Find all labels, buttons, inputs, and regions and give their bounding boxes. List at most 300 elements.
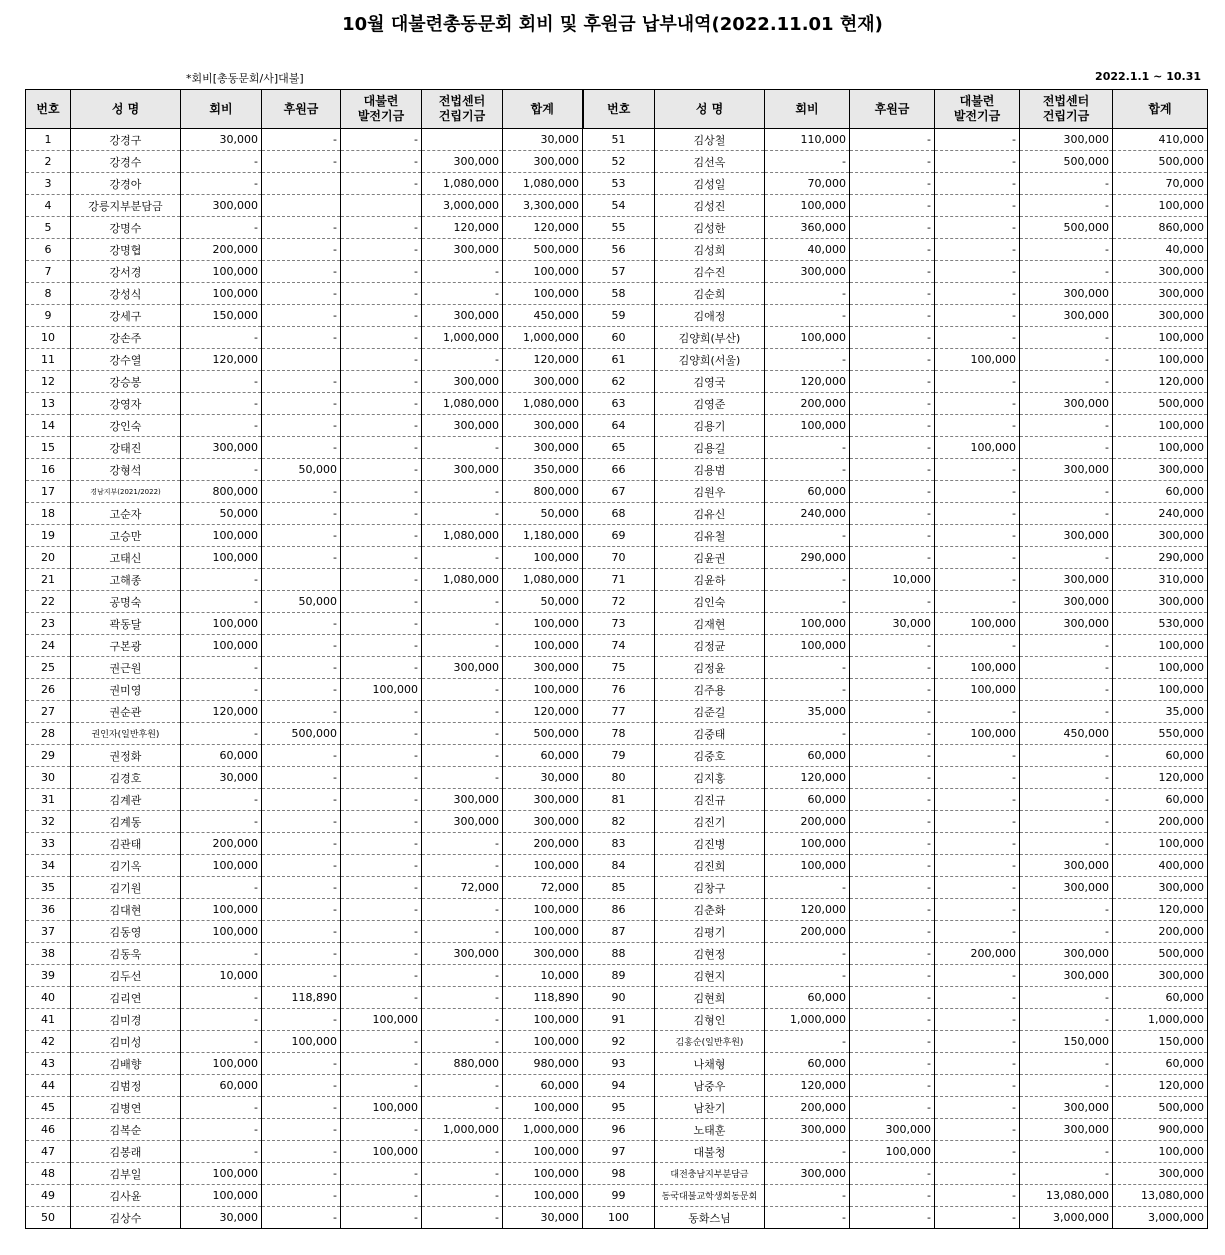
cell-fee: -	[181, 173, 262, 195]
cell-total: 1,080,000	[503, 393, 583, 415]
cell-name-right: 김진희	[655, 855, 765, 877]
cell-total-right: 200,000	[1113, 921, 1208, 943]
cell-donation: -	[262, 613, 341, 635]
cell-fee: -	[181, 393, 262, 415]
cell-total-right: 60,000	[1113, 745, 1208, 767]
cell-total: 50,000	[503, 503, 583, 525]
cell-name: 강명협	[71, 239, 181, 261]
cell-name: 김동영	[71, 921, 181, 943]
cell-total: 30,000	[503, 1207, 583, 1229]
cell-dev-fund: -	[341, 459, 422, 481]
cell-total: 200,000	[503, 833, 583, 855]
cell-no-right: 98	[583, 1163, 655, 1185]
table-row	[26, 305, 1208, 327]
cell-dev-fund: -	[341, 943, 422, 965]
cell-donation: -	[262, 1119, 341, 1141]
cell-name: 강영자	[71, 393, 181, 415]
cell-center-fund: -	[422, 921, 503, 943]
cell-fee-right: 60,000	[765, 789, 850, 811]
cell-center-fund: 300,000	[422, 459, 503, 481]
cell-name-right: 동국대불교학생회동문회	[655, 1185, 765, 1207]
cell-name: 강승봉	[71, 371, 181, 393]
cell-dev-fund: -	[341, 833, 422, 855]
cell-center-fund: -	[422, 1075, 503, 1097]
cell-no-right: 68	[583, 503, 655, 525]
cell-donation: -	[262, 261, 341, 283]
cell-no-right: 56	[583, 239, 655, 261]
cell-dev-fund: -	[341, 437, 422, 459]
cell-name-right: 김유철	[655, 525, 765, 547]
table-row	[26, 1075, 1208, 1097]
cell-name-right: 김선옥	[655, 151, 765, 173]
cell-no-right: 59	[583, 305, 655, 327]
cell-fee: 100,000	[181, 855, 262, 877]
cell-center-fund-right: -	[1020, 173, 1113, 195]
cell-center-fund-right: -	[1020, 195, 1113, 217]
cell-no: 42	[26, 1031, 71, 1053]
cell-fee-right: 300,000	[765, 1119, 850, 1141]
cell-center-fund: -	[422, 1031, 503, 1053]
cell-dev-fund-right: -	[935, 415, 1020, 437]
cell-name: 김봉래	[71, 1141, 181, 1163]
cell-center-fund-right: -	[1020, 239, 1113, 261]
cell-total-right: 300,000	[1113, 283, 1208, 305]
cell-fee-right: -	[765, 943, 850, 965]
cell-name-right: 김현희	[655, 987, 765, 1009]
cell-fee-right: 70,000	[765, 173, 850, 195]
cell-name: 김복순	[71, 1119, 181, 1141]
cell-center-fund-right: -	[1020, 481, 1113, 503]
cell-name-right: 김양희(부산)	[655, 327, 765, 349]
cell-dev-fund-right: 100,000	[935, 679, 1020, 701]
cell-dev-fund: -	[341, 723, 422, 745]
cell-center-fund-right: 300,000	[1020, 965, 1113, 987]
cell-total: 450,000	[503, 305, 583, 327]
cell-center-fund-right: -	[1020, 635, 1113, 657]
cell-no: 34	[26, 855, 71, 877]
cell-total: 100,000	[503, 1031, 583, 1053]
cell-donation: -	[262, 1075, 341, 1097]
cell-donation: -	[262, 1053, 341, 1075]
cell-fee: 30,000	[181, 129, 262, 151]
cell-center-fund-right: -	[1020, 1163, 1113, 1185]
cell-center-fund: -	[422, 767, 503, 789]
cell-fee-right: -	[765, 349, 850, 371]
cell-fee: -	[181, 723, 262, 745]
header-center-fund-right: 전법센터 건립기금	[1020, 90, 1113, 129]
table-row	[26, 349, 1208, 371]
cell-no: 21	[26, 569, 71, 591]
cell-center-fund: -	[422, 613, 503, 635]
cell-fee: 100,000	[181, 283, 262, 305]
cell-center-fund-right: -	[1020, 1053, 1113, 1075]
cell-fee-right: 300,000	[765, 1163, 850, 1185]
cell-name: 공명숙	[71, 591, 181, 613]
cell-fee-right: -	[765, 591, 850, 613]
cell-dev-fund: -	[341, 789, 422, 811]
cell-name-right: 김인숙	[655, 591, 765, 613]
cell-fee: -	[181, 591, 262, 613]
cell-dev-fund: -	[341, 987, 422, 1009]
cell-dev-fund-right: -	[935, 283, 1020, 305]
cell-name-right: 김양희(서울)	[655, 349, 765, 371]
cell-center-fund-right: 3,000,000	[1020, 1207, 1113, 1229]
cell-no-right: 51	[583, 129, 655, 151]
cell-total: 1,000,000	[503, 1119, 583, 1141]
cell-center-fund-right: -	[1020, 833, 1113, 855]
cell-name: 권미영	[71, 679, 181, 701]
cell-dev-fund-right: -	[935, 811, 1020, 833]
cell-dev-fund-right: -	[935, 1053, 1020, 1075]
cell-no-right: 93	[583, 1053, 655, 1075]
cell-no-right: 78	[583, 723, 655, 745]
cell-center-fund: 72,000	[422, 877, 503, 899]
cell-no-right: 96	[583, 1119, 655, 1141]
cell-name: 김리연	[71, 987, 181, 1009]
cell-name-right: 김재현	[655, 613, 765, 635]
cell-donation: -	[262, 327, 341, 349]
cell-total: 300,000	[503, 371, 583, 393]
cell-dev-fund-right: -	[935, 261, 1020, 283]
cell-dev-fund: -	[341, 525, 422, 547]
cell-total-right: 400,000	[1113, 855, 1208, 877]
table-row	[26, 371, 1208, 393]
cell-no-right: 77	[583, 701, 655, 723]
header-fee-right: 회비	[765, 90, 850, 129]
cell-center-fund: 880,000	[422, 1053, 503, 1075]
table-row	[26, 701, 1208, 723]
cell-no: 22	[26, 591, 71, 613]
cell-donation-right: -	[850, 921, 935, 943]
cell-center-fund-right: 300,000	[1020, 1119, 1113, 1141]
cell-no-right: 80	[583, 767, 655, 789]
table-row	[26, 591, 1208, 613]
cell-dev-fund: -	[341, 129, 422, 151]
cell-fee: 10,000	[181, 965, 262, 987]
cell-no: 14	[26, 415, 71, 437]
cell-name: 강경수	[71, 151, 181, 173]
cell-donation-right: -	[850, 767, 935, 789]
cell-total: 100,000	[503, 1009, 583, 1031]
cell-no: 13	[26, 393, 71, 415]
cell-center-fund-right: 300,000	[1020, 129, 1113, 151]
cell-no: 45	[26, 1097, 71, 1119]
cell-fee: 100,000	[181, 899, 262, 921]
cell-center-fund-right: -	[1020, 745, 1113, 767]
cell-name-right: 김성희	[655, 239, 765, 261]
cell-dev-fund-right: -	[935, 239, 1020, 261]
cell-total-right: 35,000	[1113, 701, 1208, 723]
cell-total: 350,000	[503, 459, 583, 481]
cell-donation-right: -	[850, 525, 935, 547]
cell-fee-right: 40,000	[765, 239, 850, 261]
table-row	[26, 415, 1208, 437]
cell-dev-fund-right: -	[935, 591, 1020, 613]
cell-donation: -	[262, 129, 341, 151]
cell-dev-fund: -	[341, 1185, 422, 1207]
cell-no: 39	[26, 965, 71, 987]
header-name-right: 성 명	[655, 90, 765, 129]
table-row	[26, 503, 1208, 525]
cell-donation-right: -	[850, 1009, 935, 1031]
cell-donation-right: 100,000	[850, 1141, 935, 1163]
cell-name: 강경구	[71, 129, 181, 151]
cell-donation-right: -	[850, 745, 935, 767]
cell-name: 강명수	[71, 217, 181, 239]
header-donation: 후원금	[262, 90, 341, 129]
cell-center-fund-right: 300,000	[1020, 613, 1113, 635]
cell-dev-fund: -	[341, 613, 422, 635]
cell-center-fund: -	[422, 547, 503, 569]
table-row	[26, 613, 1208, 635]
cell-donation-right: -	[850, 723, 935, 745]
cell-fee-right: 60,000	[765, 745, 850, 767]
cell-fee-right: 200,000	[765, 921, 850, 943]
cell-fee: 100,000	[181, 261, 262, 283]
header-fee: 회비	[181, 90, 262, 129]
cell-fee-right: 100,000	[765, 195, 850, 217]
cell-dev-fund: -	[341, 657, 422, 679]
cell-dev-fund-right: -	[935, 481, 1020, 503]
cell-total-right: 1,000,000	[1113, 1009, 1208, 1031]
cell-dev-fund: -	[341, 305, 422, 327]
header-total: 합계	[503, 90, 583, 129]
cell-total-right: 60,000	[1113, 987, 1208, 1009]
cell-donation-right: -	[850, 811, 935, 833]
cell-name: 김기옥	[71, 855, 181, 877]
cell-name: 곽동달	[71, 613, 181, 635]
cell-fee: 100,000	[181, 525, 262, 547]
cell-donation-right: -	[850, 217, 935, 239]
header-dev-fund: 대불련 발전기금	[341, 90, 422, 129]
cell-total: 30,000	[503, 129, 583, 151]
cell-no-right: 60	[583, 327, 655, 349]
page-title: 10월 대불련총동문회 회비 및 후원금 납부내역(2022.11.01 현재)	[342, 14, 883, 35]
cell-dev-fund-right: -	[935, 371, 1020, 393]
cell-donation-right: -	[850, 371, 935, 393]
cell-no-right: 84	[583, 855, 655, 877]
cell-donation-right: -	[850, 151, 935, 173]
cell-center-fund-right: 13,080,000	[1020, 1185, 1113, 1207]
cell-donation-right: -	[850, 503, 935, 525]
cell-dev-fund: -	[341, 965, 422, 987]
table-row	[26, 1053, 1208, 1075]
cell-fee-right: 120,000	[765, 899, 850, 921]
cell-donation-right: -	[850, 1097, 935, 1119]
cell-no-right: 97	[583, 1141, 655, 1163]
cell-donation: -	[262, 635, 341, 657]
cell-donation: 100,000	[262, 1031, 341, 1053]
table-row	[26, 459, 1208, 481]
cell-name: 권순관	[71, 701, 181, 723]
cell-dev-fund-right: -	[935, 1119, 1020, 1141]
cell-center-fund: -	[422, 1207, 503, 1229]
cell-dev-fund: -	[341, 1075, 422, 1097]
cell-no: 40	[26, 987, 71, 1009]
cell-donation: -	[262, 745, 341, 767]
cell-total-right: 290,000	[1113, 547, 1208, 569]
cell-dev-fund: -	[341, 261, 422, 283]
cell-fee: -	[181, 371, 262, 393]
cell-donation: -	[262, 1185, 341, 1207]
cell-total-right: 120,000	[1113, 767, 1208, 789]
table-row	[26, 525, 1208, 547]
cell-center-fund: -	[422, 1163, 503, 1185]
cell-donation: -	[262, 1207, 341, 1229]
cell-fee: -	[181, 217, 262, 239]
table-row	[26, 217, 1208, 239]
cell-total: 30,000	[503, 767, 583, 789]
cell-fee-right: 60,000	[765, 987, 850, 1009]
cell-fee: -	[181, 1097, 262, 1119]
cell-center-fund: -	[422, 261, 503, 283]
cell-total-right: 300,000	[1113, 305, 1208, 327]
cell-total: 60,000	[503, 745, 583, 767]
table-row	[26, 921, 1208, 943]
cell-center-fund-right: -	[1020, 1075, 1113, 1097]
cell-total-right: 500,000	[1113, 151, 1208, 173]
cell-total-right: 100,000	[1113, 195, 1208, 217]
cell-total-right: 860,000	[1113, 217, 1208, 239]
cell-no-right: 90	[583, 987, 655, 1009]
cell-dev-fund-right: 100,000	[935, 437, 1020, 459]
cell-dev-fund-right: -	[935, 569, 1020, 591]
cell-donation: -	[262, 371, 341, 393]
cell-total-right: 500,000	[1113, 393, 1208, 415]
cell-dev-fund: -	[341, 173, 422, 195]
header-dev-fund-right: 대불련 발전기금	[935, 90, 1020, 129]
cell-center-fund-right: -	[1020, 811, 1113, 833]
cell-name: 김미경	[71, 1009, 181, 1031]
header-donation-right: 후원금	[850, 90, 935, 129]
cell-no-right: 64	[583, 415, 655, 437]
cell-dev-fund: -	[341, 877, 422, 899]
cell-fee-right: -	[765, 525, 850, 547]
cell-total: 1,080,000	[503, 569, 583, 591]
cell-dev-fund: -	[341, 635, 422, 657]
cell-dev-fund-right: -	[935, 393, 1020, 415]
cell-total-right: 100,000	[1113, 657, 1208, 679]
cell-donation: -	[262, 679, 341, 701]
cell-donation-right: -	[850, 855, 935, 877]
cell-total: 3,300,000	[503, 195, 583, 217]
cell-name-right: 김진병	[655, 833, 765, 855]
cell-total-right: 70,000	[1113, 173, 1208, 195]
cell-fee: -	[181, 151, 262, 173]
cell-no-right: 89	[583, 965, 655, 987]
cell-fee: -	[181, 415, 262, 437]
table-row	[26, 943, 1208, 965]
cell-no-right: 79	[583, 745, 655, 767]
table-row	[26, 1031, 1208, 1053]
cell-dev-fund-right: -	[935, 1141, 1020, 1163]
cell-fee-right: -	[765, 569, 850, 591]
cell-center-fund-right: 300,000	[1020, 569, 1113, 591]
table-row	[26, 239, 1208, 261]
table-row	[26, 261, 1208, 283]
cell-name: 김미성	[71, 1031, 181, 1053]
cell-name: 김부일	[71, 1163, 181, 1185]
cell-total: 120,000	[503, 701, 583, 723]
cell-donation: -	[262, 1009, 341, 1031]
cell-no: 23	[26, 613, 71, 635]
cell-center-fund-right: 300,000	[1020, 393, 1113, 415]
cell-no-right: 69	[583, 525, 655, 547]
cell-donation: -	[262, 899, 341, 921]
cell-donation-right: -	[850, 261, 935, 283]
cell-total-right: 300,000	[1113, 459, 1208, 481]
cell-center-fund: -	[422, 723, 503, 745]
cell-center-fund-right: 300,000	[1020, 305, 1113, 327]
cell-total-right: 120,000	[1113, 371, 1208, 393]
cell-total-right: 100,000	[1113, 679, 1208, 701]
cell-dev-fund: -	[341, 591, 422, 613]
table-row	[26, 635, 1208, 657]
cell-dev-fund-right: -	[935, 1097, 1020, 1119]
cell-donation-right: -	[850, 173, 935, 195]
cell-dev-fund: -	[341, 745, 422, 767]
cell-total: 100,000	[503, 1185, 583, 1207]
fee-note: *회비[총동문회/사]대불]	[186, 72, 304, 85]
cell-center-fund-right: -	[1020, 547, 1113, 569]
cell-dev-fund-right: -	[935, 1163, 1020, 1185]
cell-center-fund-right: -	[1020, 1141, 1113, 1163]
cell-name: 강태진	[71, 437, 181, 459]
cell-fee-right: -	[765, 679, 850, 701]
cell-no: 46	[26, 1119, 71, 1141]
cell-name-right: 김형인	[655, 1009, 765, 1031]
cell-fee: -	[181, 811, 262, 833]
cell-name: 강성식	[71, 283, 181, 305]
cell-center-fund: -	[422, 745, 503, 767]
cell-fee: 200,000	[181, 239, 262, 261]
cell-donation-right: -	[850, 327, 935, 349]
cell-no-right: 99	[583, 1185, 655, 1207]
cell-dev-fund: -	[341, 1163, 422, 1185]
cell-total: 100,000	[503, 679, 583, 701]
cell-no: 9	[26, 305, 71, 327]
cell-no: 3	[26, 173, 71, 195]
cell-center-fund: -	[422, 591, 503, 613]
cell-dev-fund: -	[341, 349, 422, 371]
cell-dev-fund: -	[341, 767, 422, 789]
cell-fee-right: 1,000,000	[765, 1009, 850, 1031]
cell-no-right: 74	[583, 635, 655, 657]
cell-name-right: 나채형	[655, 1053, 765, 1075]
cell-dev-fund-right: -	[935, 767, 1020, 789]
cell-donation: -	[262, 1163, 341, 1185]
cell-dev-fund: -	[341, 239, 422, 261]
cell-no: 17	[26, 481, 71, 503]
cell-center-fund-right: -	[1020, 767, 1113, 789]
cell-fee: 100,000	[181, 547, 262, 569]
cell-total: 300,000	[503, 415, 583, 437]
cell-center-fund: -	[422, 1185, 503, 1207]
cell-dev-fund: 100,000	[341, 1097, 422, 1119]
cell-donation: 500,000	[262, 723, 341, 745]
cell-center-fund: 1,000,000	[422, 327, 503, 349]
header-total-right: 합계	[1113, 90, 1208, 129]
cell-fee: 120,000	[181, 349, 262, 371]
cell-center-fund: -	[422, 899, 503, 921]
cell-center-fund-right: -	[1020, 503, 1113, 525]
cell-center-fund: 120,000	[422, 217, 503, 239]
table-row	[26, 657, 1208, 679]
cell-dev-fund: -	[341, 1119, 422, 1141]
cell-donation-right: -	[850, 459, 935, 481]
cell-name: 권정화	[71, 745, 181, 767]
cell-donation-right: -	[850, 1031, 935, 1053]
